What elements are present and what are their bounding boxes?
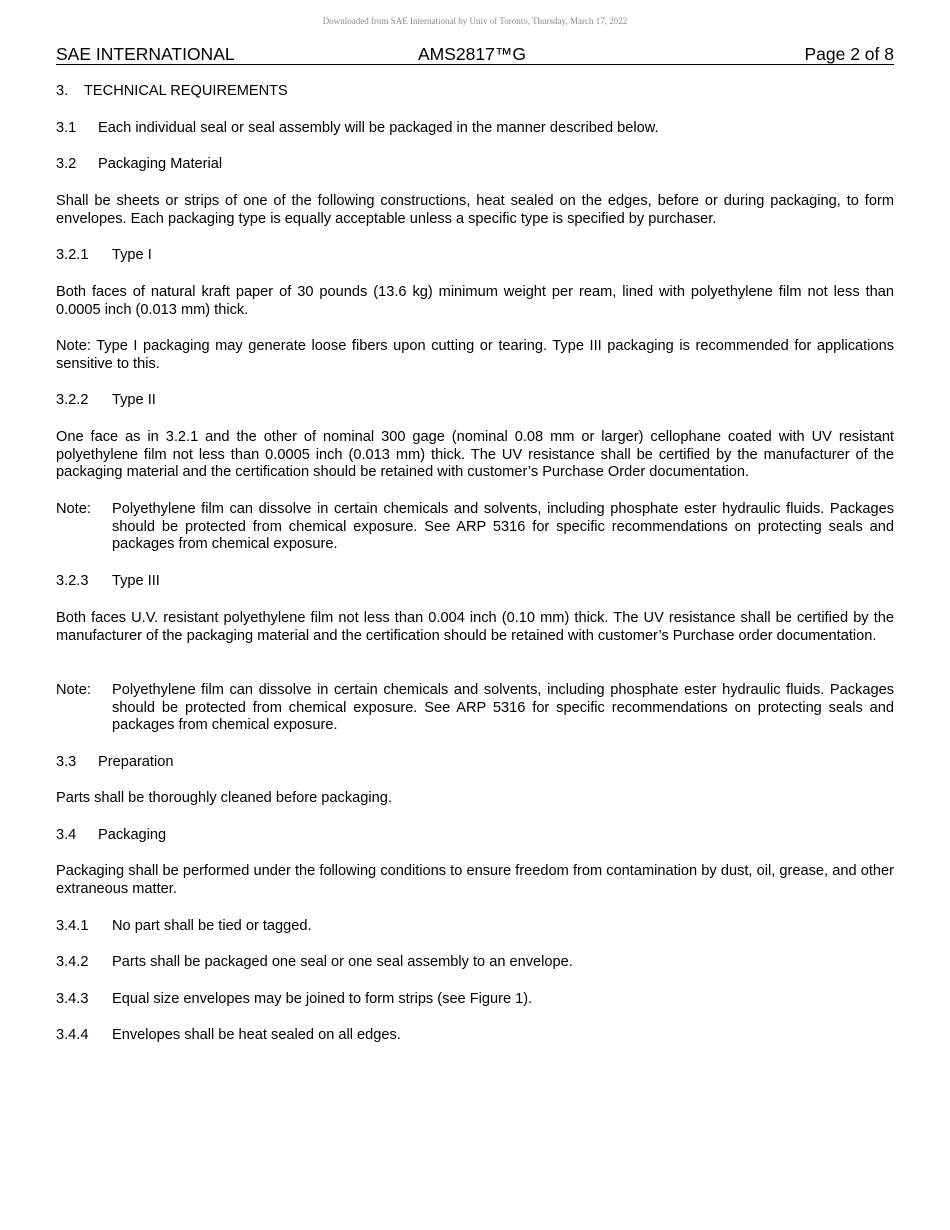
section-number: 3.2.1: [56, 247, 89, 263]
section-3-2-2-paragraph: One face as in 3.2.1 and the other of nominal 300 gage (nominal 0.08 mm or larger) cellophane coated with UV resistant polyethylene film not less than 0.0005 inch (0.013 mm) thick. The UV resistance shall be certified by the manufacturer of the packaging material and the certification should be retained with customer’s Purchase Order documentation.: [56, 429, 894, 481]
list-item: [56, 954, 894, 972]
section-3-1: [56, 120, 894, 138]
header-page-number: Page 2 of 8: [804, 44, 894, 64]
page-header: [56, 44, 894, 65]
section-title: Type II: [112, 392, 156, 408]
section-3-2-paragraph: Shall be sheets or strips of one of the following constructions, heat sealed on the edges, before or during packaging, to form envelopes. Each packaging type is equally acceptable unless a specific type is specified by purchaser.: [56, 193, 894, 227]
section-3-2-1-heading: [56, 247, 894, 265]
note-text: Polyethylene film can dissolve in certain chemicals and solvents, including phosphate ester hydraulic fluids. Packages should be protected from chemical exposure. See ARP 5316 for specific recommendations on protecting seals and packages from chemical exposure.: [112, 682, 894, 734]
section-number: 3.2: [56, 156, 77, 172]
download-watermark: Downloaded from SAE International by Univ of Toronto, Thursday, March 17, 2022: [322, 16, 628, 26]
item-number: 3.4.1: [56, 918, 89, 934]
section-title: TECHNICAL REQUIREMENTS: [84, 83, 288, 99]
item-text: No part shall be tied or tagged.: [112, 918, 312, 934]
item-text: Equal size envelopes may be joined to form strips (see Figure 1).: [112, 991, 533, 1007]
list-item: [56, 1027, 894, 1045]
list-item: [56, 991, 894, 1009]
section-number: 3.3: [56, 754, 77, 770]
section-text: Each individual seal or seal assembly will be packaged in the manner described below.: [98, 120, 659, 136]
section-3-2-2-note: [56, 501, 894, 554]
section-3-2-1-note: Note: Type I packaging may generate loose fibers upon cutting or tearing. Type III packaging is recommended for applications sensitive to this.: [56, 338, 894, 372]
section-3-2-3-note: [56, 682, 894, 735]
section-3-2-3-paragraph: Both faces U.V. resistant polyethylene film not less than 0.004 inch (0.10 mm) thick. The UV resistance shall be certified by the manufacturer of the packaging material and the certification should be retained with customer’s Purchase order documentation.: [56, 610, 894, 644]
section-3-2-heading: [56, 156, 894, 174]
section-title: Type I: [112, 247, 152, 263]
section-title: Type III: [112, 573, 160, 589]
section-3-2-2-heading: [56, 392, 894, 410]
section-number: 3.2.3: [56, 573, 89, 589]
item-text: Parts shall be packaged one seal or one seal assembly to an envelope.: [112, 954, 573, 970]
section-3-heading: [56, 83, 894, 101]
note-label: Note:: [56, 501, 91, 517]
item-number: 3.4.2: [56, 954, 89, 970]
section-number: 3.4: [56, 827, 77, 843]
section-title: Packaging Material: [98, 156, 223, 172]
section-title: Packaging: [98, 827, 167, 843]
item-number: 3.4.3: [56, 991, 89, 1007]
item-text: Envelopes shall be heat sealed on all edges.: [112, 1027, 401, 1043]
note-text: Polyethylene film can dissolve in certain chemicals and solvents, including phosphate ester hydraulic fluids. Packages should be protected from chemical exposure. See ARP 5316 for specific recommendations on protecting seals and packages from chemical exposure.: [112, 501, 894, 553]
section-3-4-heading: [56, 827, 894, 845]
section-3-2-1-paragraph: Both faces of natural kraft paper of 30 pounds (13.6 kg) minimum weight per ream, lined with polyethylene film not less than 0.0005 inch (0.013 mm) thick.: [56, 284, 894, 318]
section-3-4-paragraph: Packaging shall be performed under the following conditions to ensure freedom from contamination by dust, oil, grease, and other extraneous matter.: [56, 863, 894, 897]
list-item: [56, 918, 894, 936]
item-number: 3.4.4: [56, 1027, 89, 1043]
header-org: SAE INTERNATIONAL: [56, 44, 235, 64]
header-doc-id: AMS2817™G: [418, 44, 526, 64]
section-title: Preparation: [98, 754, 174, 770]
section-number: 3.1: [56, 120, 77, 136]
note-label: Note:: [56, 682, 91, 698]
section-number: 3.: [56, 83, 69, 99]
section-3-3-paragraph: Parts shall be thoroughly cleaned before packaging.: [56, 790, 392, 806]
section-3-2-3-heading: [56, 573, 894, 591]
section-number: 3.2.2: [56, 392, 89, 408]
section-3-3-heading: [56, 754, 894, 772]
